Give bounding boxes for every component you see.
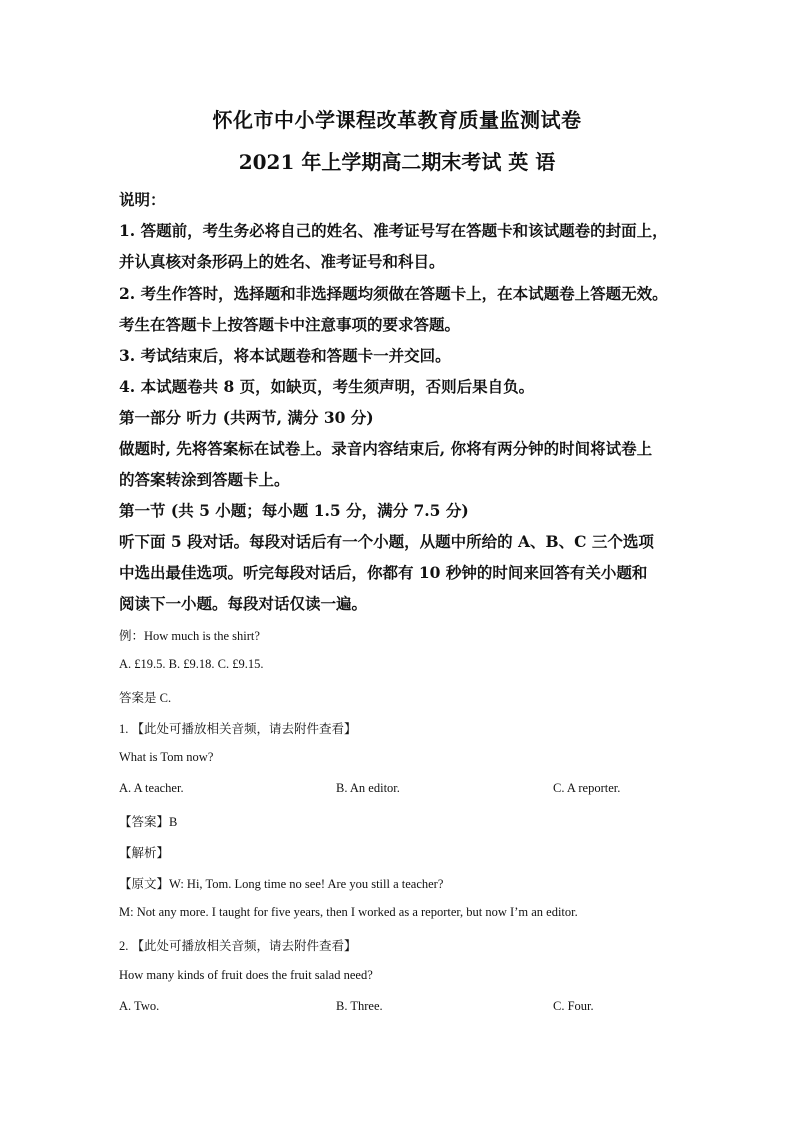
q2-question: How many kinds of fruit does the fruit salad need? bbox=[119, 968, 373, 982]
q1-audio-note: 1. 【此处可播放相关音频，请去附件查看】 bbox=[119, 722, 357, 736]
q1-original-m: M: Not any more. I taught for five years, then I worked as a reporter, but now I’m an editor. bbox=[119, 905, 578, 919]
part1-desc-line-2: 的答案转涂到答题卡上。 bbox=[119, 470, 290, 489]
q1-option-b: B. An editor. bbox=[336, 781, 400, 795]
q1-option-c: C. A reporter. bbox=[553, 781, 621, 795]
instruction-4: 4. 本试题卷共 8 页，如缺页，考生须声明，否则后果自负。 bbox=[119, 377, 535, 396]
q1-answer: 【答案】B bbox=[119, 815, 178, 829]
example-options: A. £19.5. B. £9.18. C. £9.15. bbox=[119, 657, 264, 671]
part1-desc-line-1: 做题时, 先将答案标在试卷上。录音内容结束后, 你将有两分钟的时间将试卷上 bbox=[119, 439, 653, 458]
instructions-label: 说明： bbox=[119, 190, 166, 209]
q1-original-w: 【原文】W: Hi, Tom. Long time no see! Are you still a teacher? bbox=[119, 877, 444, 891]
section1-desc-line-3: 阅读下一小题。每段对话仅读一遍。 bbox=[119, 594, 368, 613]
exam-subtitle: 2021 年上学期高二期末考试 英 语 bbox=[238, 150, 556, 174]
q1-option-a: A. A teacher. bbox=[119, 781, 184, 795]
q1-analysis: 【解析】 bbox=[119, 846, 170, 860]
instruction-1-line-1: 1. 答题前，考生务必将自己的姓名、准考证号写在答题卡和该试题卷的封面上， bbox=[119, 221, 668, 240]
section1-heading: 第一节 (共 5 小题；每小题 1.5 分，满分 7.5 分) bbox=[119, 501, 469, 520]
instruction-3: 3. 考试结束后，将本试题卷和答题卡一并交回。 bbox=[119, 346, 451, 365]
example-answer: 答案是 C. bbox=[119, 691, 172, 705]
section1-desc-line-1: 听下面 5 段对话。每段对话后有一个小题，从题中所给的 A、B、C 三个选项 bbox=[119, 532, 654, 551]
instruction-1-line-2: 并认真核对条形码上的姓名、准考证号和科目。 bbox=[119, 252, 445, 271]
q2-audio-note: 2. 【此处可播放相关音频，请去附件查看】 bbox=[119, 939, 357, 953]
q2-option-b: B. Three. bbox=[336, 999, 383, 1013]
example-question: 例：How much is the shirt? bbox=[119, 629, 260, 643]
exam-title: 怀化市中小学课程改革教育质量监测试卷 bbox=[212, 108, 582, 132]
instruction-2-line-2: 考生在答题卡上按答题卡中注意事项的要求答题。 bbox=[119, 315, 461, 334]
q1-question: What is Tom now? bbox=[119, 750, 214, 764]
instruction-2-line-1: 2. 考生作答时，选择题和非选择题均须做在答题卡上，在本试题卷上答题无效。 bbox=[119, 284, 668, 303]
q2-option-a: A. Two. bbox=[119, 999, 160, 1013]
part1-heading: 第一部分 听力 (共两节, 满分 30 分) bbox=[119, 408, 374, 427]
section1-desc-line-2: 中选出最佳选项。听完每段对话后，你都有 10 秒钟的时间来回答有关小题和 bbox=[119, 563, 648, 582]
q2-option-c: C. Four. bbox=[553, 999, 594, 1013]
